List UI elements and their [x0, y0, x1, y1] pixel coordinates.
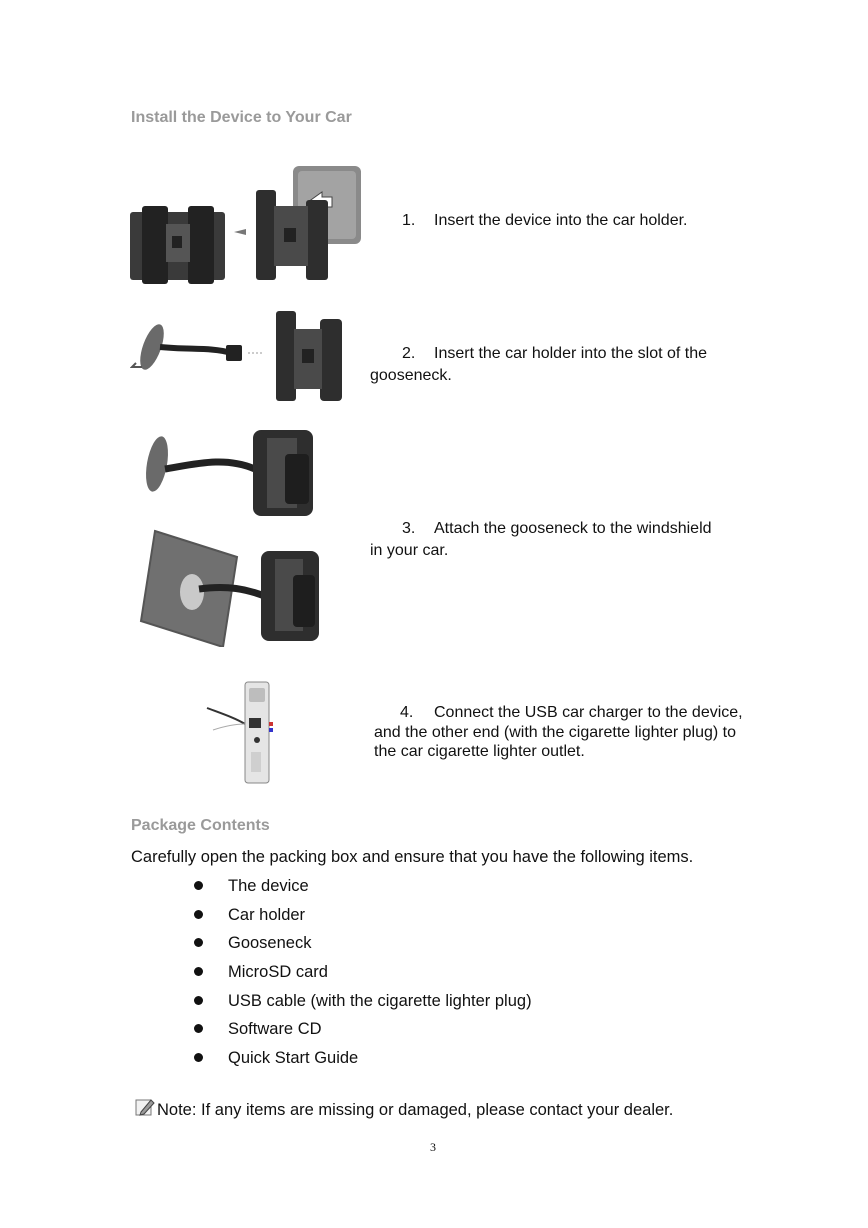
install-step-2: [402, 344, 707, 364]
install-step-4: [400, 703, 743, 723]
illustration-assembled-mount: [135, 424, 313, 524]
note-pencil-icon: [135, 1097, 155, 1117]
bullet-icon: [194, 996, 203, 1005]
step-text: Connect the USB car charger to the device,: [434, 704, 743, 721]
list-item: Gooseneck: [194, 933, 694, 962]
step-number: 4.: [400, 704, 414, 721]
bullet-icon: [194, 967, 203, 976]
section-heading-package: Package Contents: [131, 817, 270, 834]
install-step-2-continuation: gooseneck.: [370, 367, 452, 384]
illustration-holder-gooseneck: [130, 305, 345, 405]
bullet-icon: [194, 1024, 203, 1033]
package-intro: Carefully open the packing box and ensure that you have the following items.: [131, 848, 694, 866]
install-step-4-continuation-2: the car cigarette lighter outlet.: [374, 743, 585, 760]
bullet-icon: [194, 881, 203, 890]
list-item: Car holder: [194, 905, 694, 934]
install-step-3: [402, 519, 712, 539]
step-number: 3.: [402, 520, 416, 537]
step-text: Insert the car holder into the slot of the: [434, 345, 708, 362]
bullet-icon: [194, 1053, 203, 1062]
step-number: 2.: [402, 345, 416, 362]
list-item: Quick Start Guide: [194, 1048, 694, 1077]
section-heading-install: Install the Device to Your Car: [131, 109, 352, 126]
install-step-3-continuation: in your car.: [370, 542, 449, 559]
list-item: The device: [194, 876, 694, 905]
package-items-list: [194, 876, 694, 1077]
note-text: Note: If any items are missing or damaged, please contact your dealer.: [157, 1101, 674, 1119]
illustration-usb-charger: [205, 680, 277, 785]
bullet-icon: [194, 910, 203, 919]
list-item: Software CD: [194, 1019, 694, 1048]
install-step-1: [402, 211, 687, 231]
step-text: Insert the device into the car holder.: [434, 212, 688, 229]
bullet-icon: [194, 938, 203, 947]
step-text: Attach the gooseneck to the windshield: [434, 520, 712, 537]
list-item: USB cable (with the cigarette lighter plug): [194, 991, 694, 1020]
install-step-4-continuation: and the other end (with the cigarette lighter plug) to: [374, 724, 736, 741]
illustration-windshield-mount: [137, 527, 322, 647]
illustration-insert-device: [128, 162, 363, 284]
list-item: MicroSD card: [194, 962, 694, 991]
page-number: 3: [430, 1140, 436, 1154]
step-number: 1.: [402, 212, 416, 229]
